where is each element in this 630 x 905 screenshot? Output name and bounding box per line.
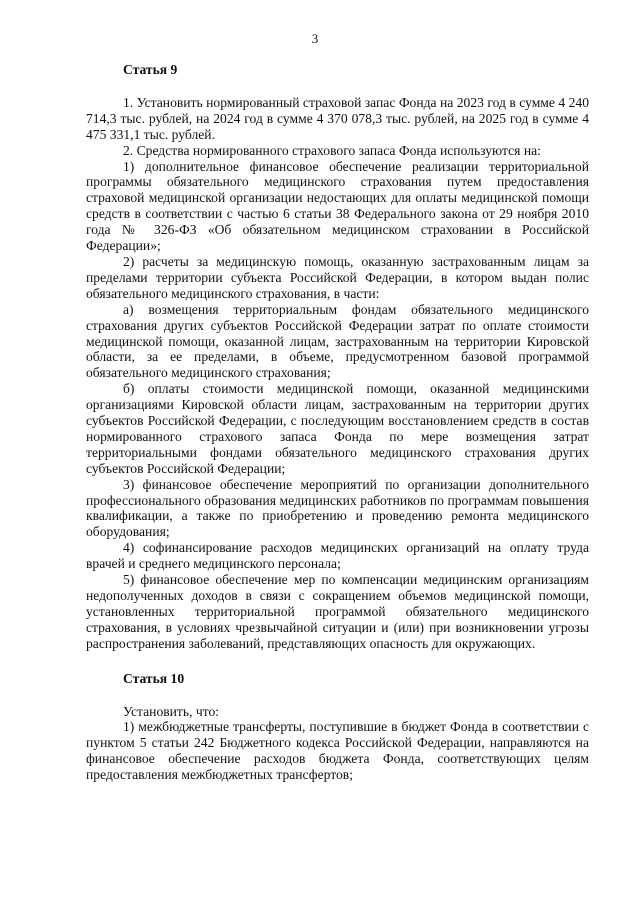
article-9-item-5: 5) финансовое обеспечение мер по компенсации медицинским организациям недополученных доходов в связи с сокращением объемов медицинской помощи, установленных территориальной программой обязательного медицинского страхования, в условиях чрезвычайной ситуации и (или) при возникновении угрозы распространения заболеваний, представляющих опасность для окружающих. xyxy=(86,572,589,651)
article-9-item-4: 4) софинансирование расходов медицинских организаций на оплату труда врачей и среднего медицинского персонала; xyxy=(86,540,589,572)
document-body xyxy=(86,62,589,783)
page-number: 3 xyxy=(311,31,319,46)
article-9-item-1: 1) дополнительное финансовое обеспечение реализации территориальной программы обязательного медицинского страхования путем предоставления страховой медицинской организации недостающих для оплаты медицинской помощи средств в соответствии с частью 6 статьи 38 Федерального закона от 29 ноября 2010 года № 326-ФЗ «Об обязательном медицинском страховании в Российской Федерации»; xyxy=(86,158,589,254)
article-9-paragraph-2: 2. Средства нормированного страхового запаса Фонда используются на: xyxy=(123,142,541,158)
article-10-item-1: 1) межбюджетные трансферты, поступившие в бюджет Фонда в соответствии с пунктом 5 статьи 242 Бюджетного кодекса Российской Федерации, направляются на финансовое обеспечение расходов бюджета Фонда, соответствующих целям предоставления межбюджетных трансфертов; xyxy=(86,719,589,783)
article-9-subitem-a: а) возмещения территориальным фондам обязательного медицинского страхования других субъектов Российской Федерации затрат по оплате стоимости медицинской помощи, оказанной лицам, застрахованным на территории Кировской области, за ее пределами, в объеме, предусмотренном базовой программой обязательного медицинского страхования; xyxy=(86,301,589,381)
article-9-subitem-b: б) оплаты стоимости медицинской помощи, оказанной медицинскими организациями Кировской области лицам, застрахованным на территории других субъектов Российской Федерации, с последующим восстановлением средств в состав нормированного страхового запаса Фонда по мере возмещения затрат территориальными фондами обязательного медицинского страхования других субъектов Российской Федерации; xyxy=(86,381,589,476)
article-9-item-3: 3) финансовое обеспечение мероприятий по организации дополнительного профессионального образования медицинских работников по программам повышения квалификации, а также по приобретению и проведению ремонта медицинского оборудования; xyxy=(86,476,589,540)
article-9-paragraph-1: 1. Установить нормированный страховой запас Фонда на 2023 год в сумме 4 240 714,3 тыс. рублей, на 2024 год в сумме 4 370 078,3 тыс. рублей, на 2025 год в сумме 4 475 331,1 тыс. рублей. xyxy=(86,94,589,142)
article-10-heading: Статья 10 xyxy=(123,670,185,686)
article-9-heading: Статья 9 xyxy=(123,62,178,77)
article-9-item-2: 2) расчеты за медицинскую помощь, оказанную застрахованным лицам за пределами территории субъекта Российской Федерации, в котором выдан полис обязательного медицинского страхования, в части: xyxy=(86,253,589,301)
article-10-intro: Установить, что: xyxy=(123,703,220,719)
